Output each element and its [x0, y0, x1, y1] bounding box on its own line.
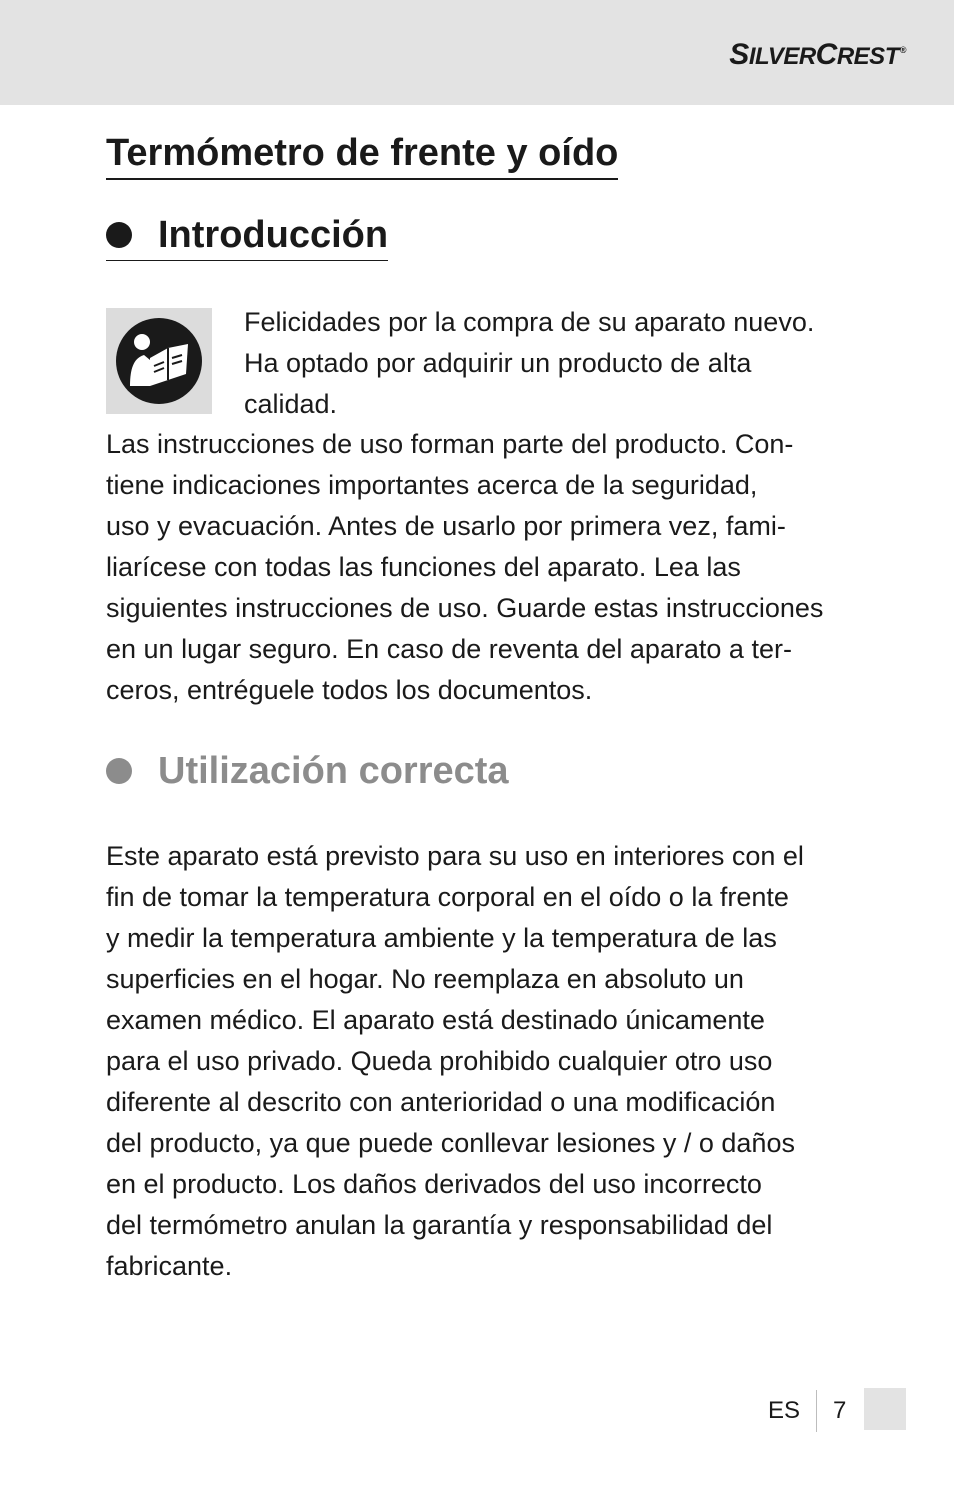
brand-logo: SILVERCREST® — [729, 38, 906, 71]
section-heading-label: Utilización correcta — [158, 750, 509, 792]
page-title: Termómetro de frente y oído — [106, 130, 618, 180]
text-line: Felicidades por la compra de su aparato nuevo. — [244, 307, 815, 337]
introduccion-body — [106, 424, 823, 711]
bullet-icon — [106, 222, 132, 248]
text-line: siguientes instrucciones de uso. Guarde estas instrucciones — [106, 593, 824, 623]
page-tab-marker — [864, 1388, 906, 1430]
text-line: liarícese con todas las funciones del aparato. Lea las — [106, 552, 741, 582]
text-line: tiene indicaciones importantes acerca de la seguridad, — [106, 470, 758, 500]
text-line: del producto, ya que puede conllevar lesiones y / o daños — [106, 1128, 795, 1158]
text-line: uso y evacuación. Antes de usarlo por primera vez, fami- — [106, 511, 786, 541]
text-line: ceros, entréguele todos los documentos. — [106, 675, 593, 705]
text-line: superficies en el hogar. No reemplaza en absoluto un — [106, 964, 744, 994]
text-line: fin de tomar la temperatura corporal en el oído o la frente — [106, 882, 789, 912]
utilizacion-body — [106, 836, 804, 1287]
page-footer — [768, 1390, 846, 1432]
text-line: Este aparato está previsto para su uso en interiores con el — [106, 841, 804, 871]
intro-paragraph — [244, 302, 814, 425]
text-line: Ha optado por adquirir un producto de alta — [244, 348, 752, 378]
text-line: y medir la temperatura ambiente y la temperatura de las — [106, 923, 777, 953]
text-line: fabricante. — [106, 1251, 233, 1281]
text-line: en un lugar seguro. En caso de reventa del aparato a ter- — [106, 634, 792, 664]
text-line: en el producto. Los daños derivados del uso incorrecto — [106, 1169, 762, 1199]
text-line: examen médico. El aparato está destinado únicamente — [106, 1005, 765, 1035]
text-line: para el uso privado. Queda prohibido cualquier otro uso — [106, 1046, 773, 1076]
section-heading-utilizacion — [106, 748, 509, 794]
text-line: del termómetro anulan la garantía y responsabilidad del — [106, 1210, 773, 1240]
text-line: Las instrucciones de uso forman parte del producto. Con- — [106, 429, 794, 459]
text-line: calidad. — [244, 389, 338, 419]
text-line: diferente al descrito con anterioridad o una modificación — [106, 1087, 776, 1117]
section-heading-label: Introducción — [158, 214, 389, 256]
section-heading-introduccion — [106, 212, 388, 261]
bullet-icon — [106, 758, 132, 784]
read-manual-icon — [106, 308, 212, 414]
page-number: 7 — [833, 1397, 847, 1424]
language-code: ES — [768, 1397, 801, 1424]
